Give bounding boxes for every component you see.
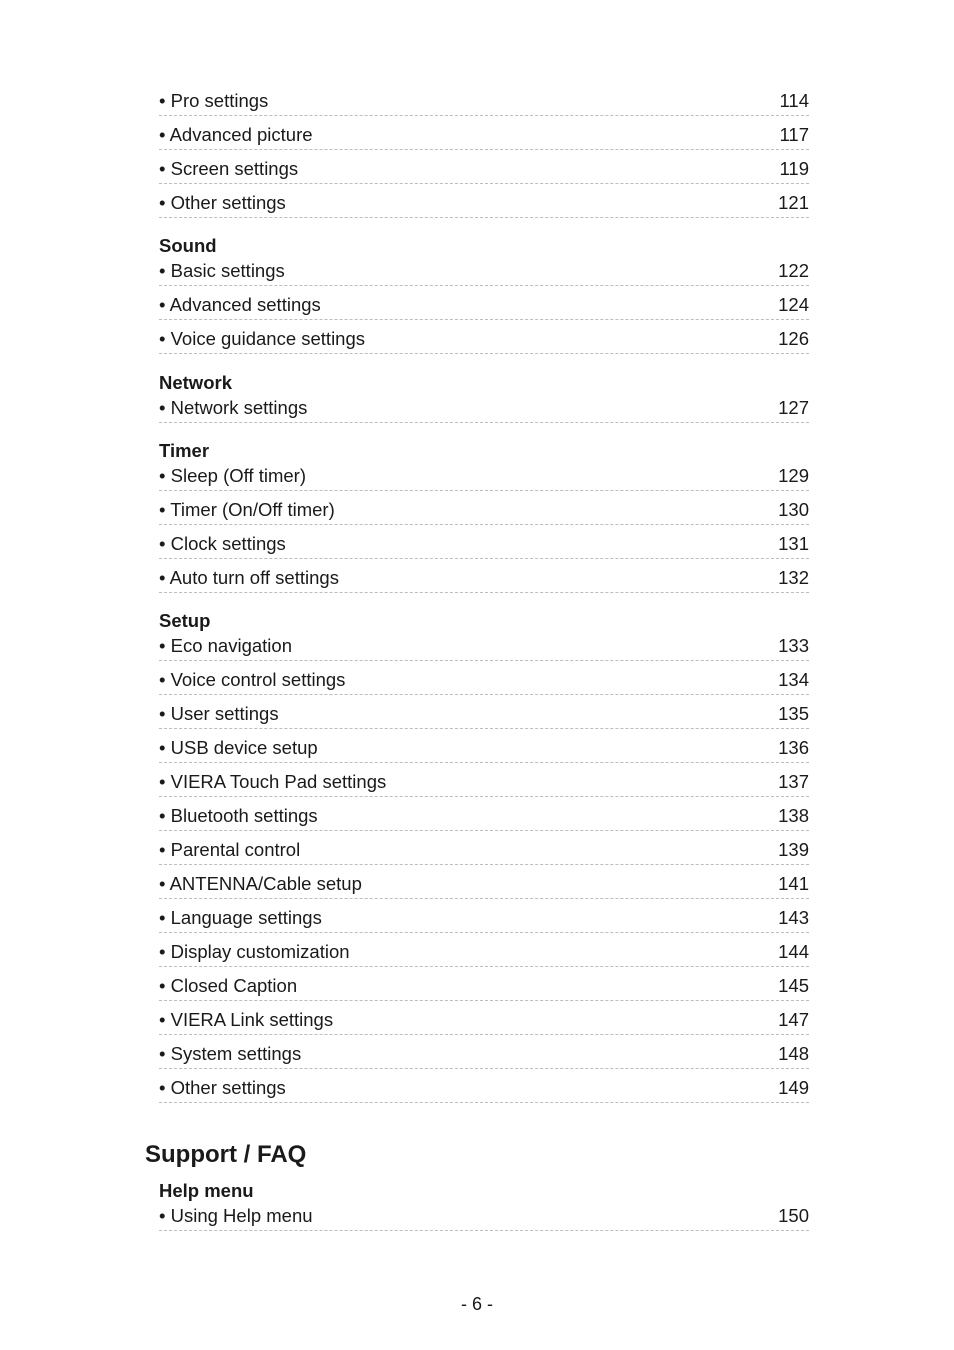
section-heading-help-menu: Help menu bbox=[159, 1180, 254, 1201]
toc-entry-voice-control-settings[interactable] bbox=[159, 661, 809, 695]
toc-entry-label: • Language settings bbox=[159, 906, 322, 928]
toc-entry-parental-control[interactable] bbox=[159, 831, 809, 865]
toc-setup-list bbox=[159, 627, 809, 1103]
toc-picture-list bbox=[159, 82, 809, 218]
toc-entry-label: • VIERA Touch Pad settings bbox=[159, 770, 387, 792]
toc-entry-auto-turn-off-settings[interactable] bbox=[159, 559, 809, 593]
toc-entry-label: • Network settings bbox=[159, 396, 308, 418]
toc-entry-page: 131 bbox=[778, 532, 809, 554]
toc-entry-label: • VIERA Link settings bbox=[159, 1008, 334, 1030]
toc-entry-page: 135 bbox=[778, 702, 809, 724]
toc-entry-label: • USB device setup bbox=[159, 736, 318, 758]
chapter-heading-support-faq: Support / FAQ bbox=[145, 1141, 307, 1168]
toc-entry-page: 134 bbox=[778, 668, 809, 690]
toc-entry-voice-guidance-settings[interactable] bbox=[159, 320, 809, 354]
toc-entry-label: • Other settings bbox=[159, 191, 286, 213]
toc-entry-page: 121 bbox=[778, 191, 809, 213]
toc-entry-page: 130 bbox=[778, 498, 809, 520]
toc-entry-advanced-picture[interactable] bbox=[159, 116, 809, 150]
toc-entry-pro-settings[interactable] bbox=[159, 82, 809, 116]
toc-entry-closed-caption[interactable] bbox=[159, 967, 809, 1001]
toc-entry-page: 124 bbox=[778, 293, 809, 315]
toc-entry-label: • Voice control settings bbox=[159, 668, 346, 690]
page-number: - 6 - bbox=[460, 1294, 493, 1314]
toc-entry-label: • Pro settings bbox=[159, 89, 269, 111]
toc-entry-label: • Closed Caption bbox=[159, 974, 298, 996]
toc-entry-sleep-timer[interactable] bbox=[159, 457, 809, 491]
toc-entry-label: • Basic settings bbox=[159, 259, 285, 281]
toc-entry-usb-device-setup[interactable] bbox=[159, 729, 809, 763]
section-heading-timer: Timer bbox=[159, 440, 210, 461]
toc-entry-page: 137 bbox=[778, 770, 809, 792]
toc-entry-label: • Sleep (Off timer) bbox=[159, 464, 306, 486]
toc-entry-page: 144 bbox=[778, 940, 809, 962]
toc-entry-language-settings[interactable] bbox=[159, 899, 809, 933]
toc-entry-screen-settings[interactable] bbox=[159, 150, 809, 184]
toc-entry-page: 147 bbox=[778, 1008, 809, 1030]
toc-entry-page: 145 bbox=[778, 974, 809, 996]
toc-entry-network-settings[interactable] bbox=[159, 389, 809, 423]
toc-entry-display-customization[interactable] bbox=[159, 933, 809, 967]
toc-entry-label: • Eco navigation bbox=[159, 634, 292, 656]
toc-entry-page: 149 bbox=[778, 1076, 809, 1098]
toc-entry-label: • Timer (On/Off timer) bbox=[159, 498, 335, 520]
toc-entry-label: • Voice guidance settings bbox=[159, 327, 366, 349]
toc-entry-label: • User settings bbox=[159, 702, 279, 724]
toc-entry-page: 114 bbox=[779, 89, 809, 111]
toc-entry-label: • System settings bbox=[159, 1042, 302, 1064]
section-heading-sound: Sound bbox=[159, 235, 217, 256]
toc-entry-using-help-menu[interactable] bbox=[159, 1197, 809, 1231]
toc-entry-label: • Auto turn off settings bbox=[159, 566, 339, 588]
toc-entry-label: • Advanced picture bbox=[159, 123, 313, 145]
toc-entry-page: 136 bbox=[778, 736, 809, 758]
toc-entry-label: • ANTENNA/Cable setup bbox=[159, 872, 362, 894]
toc-entry-page: 141 bbox=[778, 872, 809, 894]
toc-entry-label: • Other settings bbox=[159, 1076, 286, 1098]
toc-help-list bbox=[159, 1197, 809, 1231]
toc-entry-page: 122 bbox=[778, 259, 809, 281]
toc-entry-label: • Advanced settings bbox=[159, 293, 321, 315]
toc-entry-page: 129 bbox=[778, 464, 809, 486]
toc-entry-page: 150 bbox=[778, 1204, 809, 1226]
toc-entry-page: 138 bbox=[778, 804, 809, 826]
toc-entry-label: • Screen settings bbox=[159, 157, 299, 179]
toc-entry-label: • Display customization bbox=[159, 940, 350, 962]
toc-entry-antenna-cable-setup[interactable] bbox=[159, 865, 809, 899]
toc-timer-list bbox=[159, 457, 809, 593]
toc-entry-page: 148 bbox=[778, 1042, 809, 1064]
toc-entry-label: • Clock settings bbox=[159, 532, 286, 554]
toc-entry-page: 132 bbox=[778, 566, 809, 588]
toc-network-list bbox=[159, 389, 809, 423]
toc-entry-label: • Using Help menu bbox=[159, 1204, 313, 1226]
toc-entry-page: 117 bbox=[779, 123, 809, 145]
toc-entry-viera-touch-pad-settings[interactable] bbox=[159, 763, 809, 797]
section-heading-network: Network bbox=[159, 372, 232, 393]
toc-entry-advanced-settings[interactable] bbox=[159, 286, 809, 320]
toc-entry-on-off-timer[interactable] bbox=[159, 491, 809, 525]
section-heading-setup: Setup bbox=[159, 610, 211, 631]
toc-entry-user-settings[interactable] bbox=[159, 695, 809, 729]
toc-entry-page: 133 bbox=[778, 634, 809, 656]
toc-entry-system-settings[interactable] bbox=[159, 1035, 809, 1069]
toc-entry-eco-navigation[interactable] bbox=[159, 627, 809, 661]
toc-entry-bluetooth-settings[interactable] bbox=[159, 797, 809, 831]
toc-sound-list bbox=[159, 252, 809, 354]
toc-entry-page: 126 bbox=[778, 327, 809, 349]
toc-entry-other-settings[interactable] bbox=[159, 184, 809, 218]
toc-entry-label: • Parental control bbox=[159, 838, 301, 860]
toc-entry-page: 127 bbox=[778, 396, 809, 418]
toc-entry-viera-link-settings[interactable] bbox=[159, 1001, 809, 1035]
toc-entry-page: 119 bbox=[779, 157, 809, 179]
toc-entry-page: 139 bbox=[778, 838, 809, 860]
toc-entry-label: • Bluetooth settings bbox=[159, 804, 318, 826]
toc-entry-basic-settings[interactable] bbox=[159, 252, 809, 286]
toc-entry-clock-settings[interactable] bbox=[159, 525, 809, 559]
toc-entry-page: 143 bbox=[778, 906, 809, 928]
toc-entry-setup-other-settings[interactable] bbox=[159, 1069, 809, 1103]
